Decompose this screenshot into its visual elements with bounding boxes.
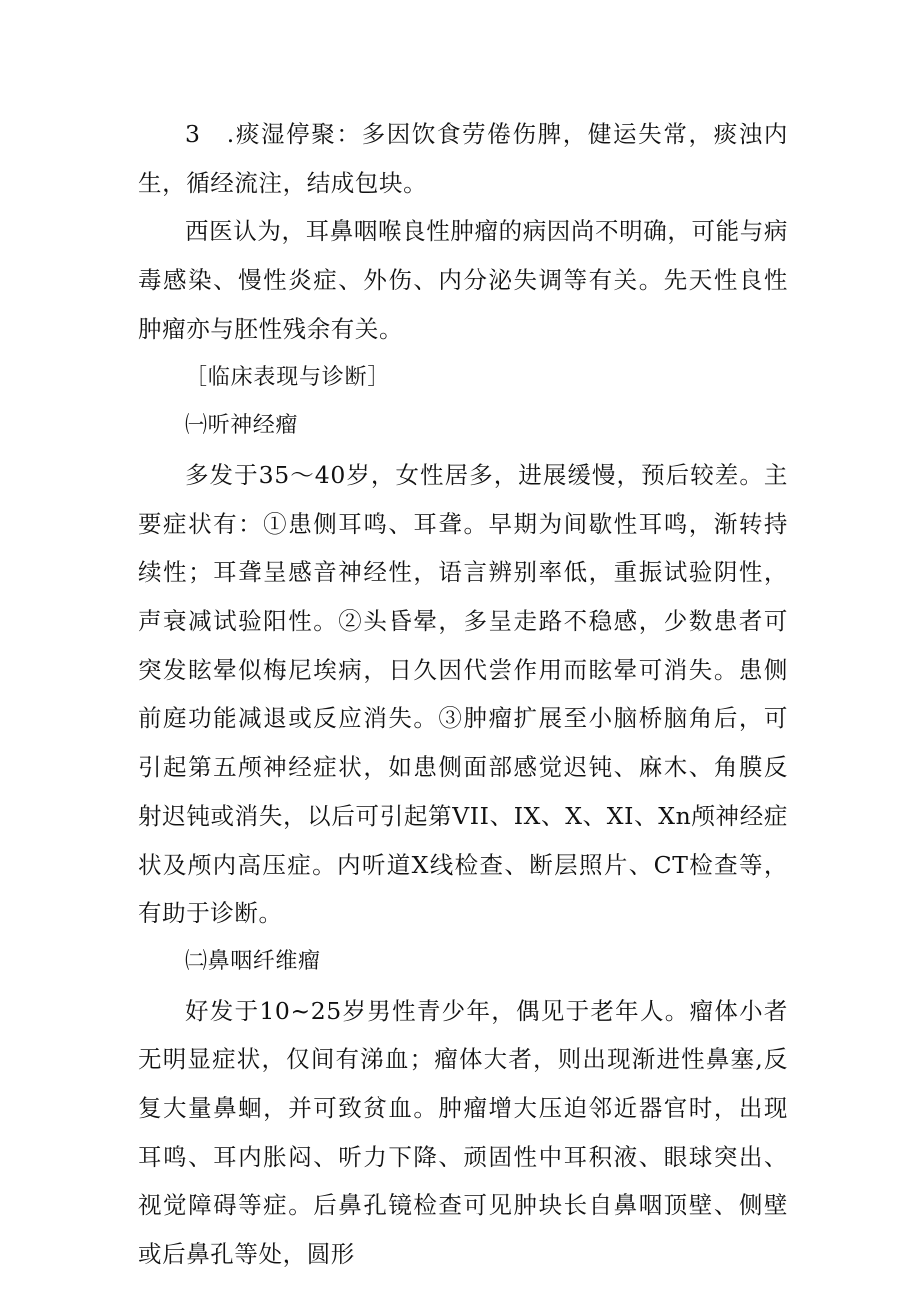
text-body — [138, 110, 788, 1279]
subheading-nasopharyngeal-fibroma: ㈡鼻咽纤维瘤 — [185, 948, 321, 974]
section-heading-clinical: ［临床表现与诊断］ — [185, 364, 391, 390]
paragraph-acoustic-neuroma: 多发于35～40岁，女性居多，进展缓慢，预后较差。主要症状有：①患侧耳鸣、耳聋。早期为间歇性耳鸣，渐转持续性；耳聋呈感音神经性，语言辨别率低，重振试验阴性，声衰减试验阳性。②头昏晕，多呈走路不稳感，少数患者可突发眩晕似梅尼埃病，日久因代尝作用而眩晕可消失。患侧前庭功能减退或反应消失。③肿瘤扩展至小脑桥脑角后，可引起第五颅神经症状，如患侧面部感觉迟钝、麻木、角膜反射迟钝或消失，以后可引起第VII、IX、X、XI、Xn颅神经症状及颅内高压症。内听道X线检查、断层照片、CT检查等，有助于诊断。 — [138, 460, 788, 928]
paragraph-phlegm-damp: 3 .痰湿停聚：多因饮食劳倦伤脾，健运失常，痰浊内生，循经流注，结成包块。 — [138, 120, 788, 197]
paragraph-western-medicine: 西医认为，耳鼻咽喉良性肿瘤的病因尚不明确，可能与病毒感染、慢性炎症、外伤、内分泌失调等有关。先天性良性肿瘤亦与胚性残余有关。 — [138, 217, 788, 343]
paragraph-nasopharyngeal-fibroma: 好发于10~25岁男性青少年，偶见于老年人。瘤体小者无明显症状，仅间有涕血；瘤体大者，则出现渐进性鼻塞,反复大量鼻蛔，并可致贫血。肿瘤增大压迫邻近器官时，出现耳鸣、耳内胀闷、听力下降、顽固性中耳积液、眼球突出、视觉障碍等症。后鼻孔镜检查可见肿块长自鼻咽顶壁、侧壁或后鼻孔等处，圆形 — [138, 996, 788, 1269]
subheading-acoustic-neuroma: ㈠听神经瘤 — [185, 413, 299, 439]
